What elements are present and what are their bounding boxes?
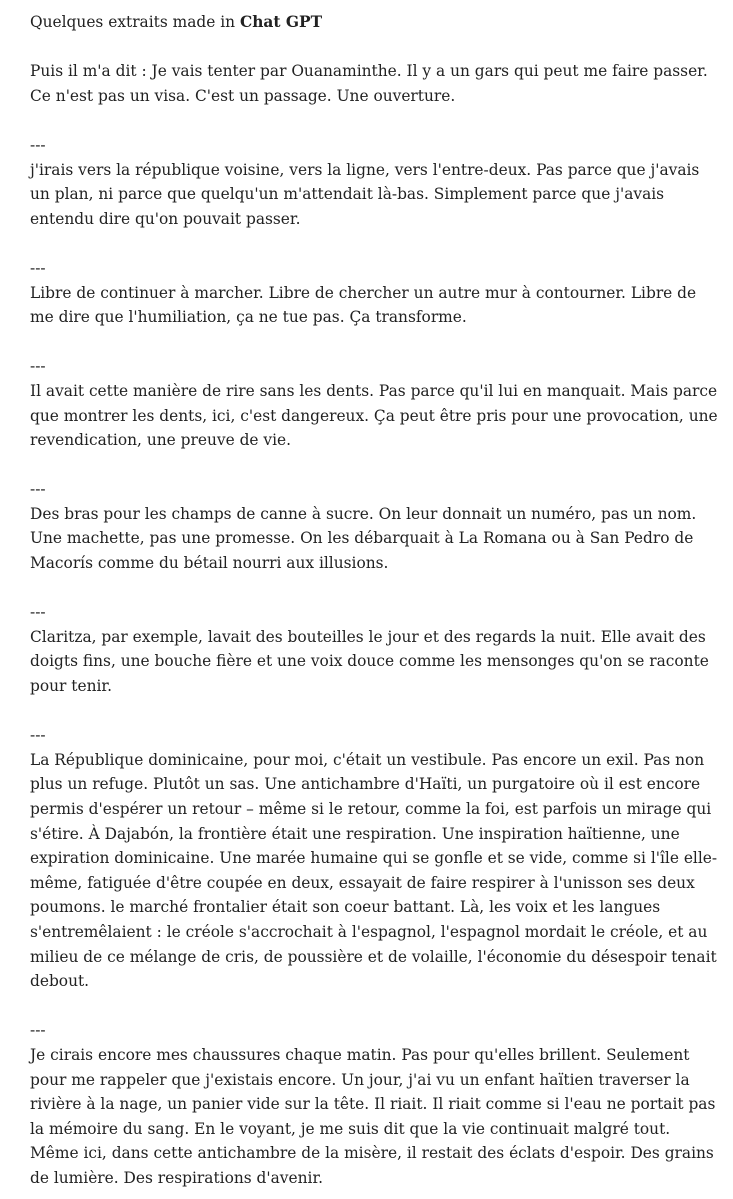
separator: ---	[30, 726, 46, 745]
title-bold: Chat GPT	[239, 13, 323, 31]
paragraph-8: Je cirais encore mes chaussures chaque matin. Pas pour qu'elles brillent. Seulement pour me rappeler que j'existais encore. Un jour, j'ai vu un enfant haïtien traverser la rivière à la nage, un panier vide sur la tête. Il riait. Il riait comme si l'eau ne portait pas la mémoire du sang. En le voyant, je me suis dit que la vie continuait malgré tout. Même ici, dans cette antichambre de la misère, il restait des éclats d'espoir. Des grains de lumière. Des respirations d'avenir.	[30, 1045, 716, 1187]
title-prefix: Quelques extraits made in	[30, 13, 240, 31]
document	[30, 10, 720, 1191]
paragraph-3: Libre de continuer à marcher. Libre de chercher un autre mur à contourner. Libre de me dire que l'humiliation, ça ne tue pas. Ça transforme.	[30, 283, 697, 327]
document-title	[30, 10, 720, 35]
paragraph-6: Claritza, par exemple, lavait des bouteilles le jour et des regards la nuit. Elle avait des doigts fins, une bouche fière et une voix douce comme les mensonges qu'on se raconte pour tenir.	[30, 627, 709, 696]
separator: ---	[30, 135, 46, 154]
paragraph-7: La République dominicaine, pour moi, c'était un vestibule. Pas encore un exil. Pas non plus un refuge. Plutôt un sas. Une antichambre d'Haïti, un purgatoire où il est encore permis d'espérer un retour – même si le retour, comme la foi, est parfois un mirage qui s'étire. À Dajabón, la frontière était une respiration. Une inspiration haïtienne, une expiration dominicaine. Une marée humaine qui se gonfle et se vide, comme si l'île elle-même, fatiguée d'être coupée en deux, essayait de faire respirer à l'unisson ses deux poumons. le marché frontalier était son coeur battant. Là, les voix et les langues s'entremêlaient : le créole s'accrochait à l'espagnol, l'espagnol mordait le créole, et au milieu de ce mélange de cris, de poussière et de volaille, l'économie du désespoir tenait debout.	[30, 750, 718, 991]
separator: ---	[30, 357, 46, 376]
separator: ---	[30, 258, 46, 277]
paragraph-2: j'irais vers la république voisine, vers la ligne, vers l'entre-deux. Pas parce que j'avais un plan, ni parce que quelqu'un m'attendait là-bas. Simplement parce que j'avais entendu dire qu'on pouvait passer.	[30, 160, 700, 228]
separator: ---	[30, 1021, 46, 1040]
paragraph-5: Des bras pour les champs de canne à sucre. On leur donnait un numéro, pas un nom. Une machette, pas une promesse. On les débarquait à La Romana ou à San Pedro de Macorís comme du bétail nourri aux illusions.	[30, 504, 697, 573]
separator: ---	[30, 603, 46, 622]
paragraph-1: Puis il m'a dit : Je vais tenter par Ouanaminthe. Il y a un gars qui peut me faire passer. Ce n'est pas un visa. C'est un passage. Une ouverture.	[30, 62, 708, 105]
separator: ---	[30, 480, 46, 499]
paragraph-4: Il avait cette manière de rire sans les dents. Pas parce qu'il lui en manquait. Mais parce que montrer les dents, ici, c'est dangereux. Ça peut être pris pour une provocation, une revendication, une preuve de vie.	[30, 381, 718, 450]
